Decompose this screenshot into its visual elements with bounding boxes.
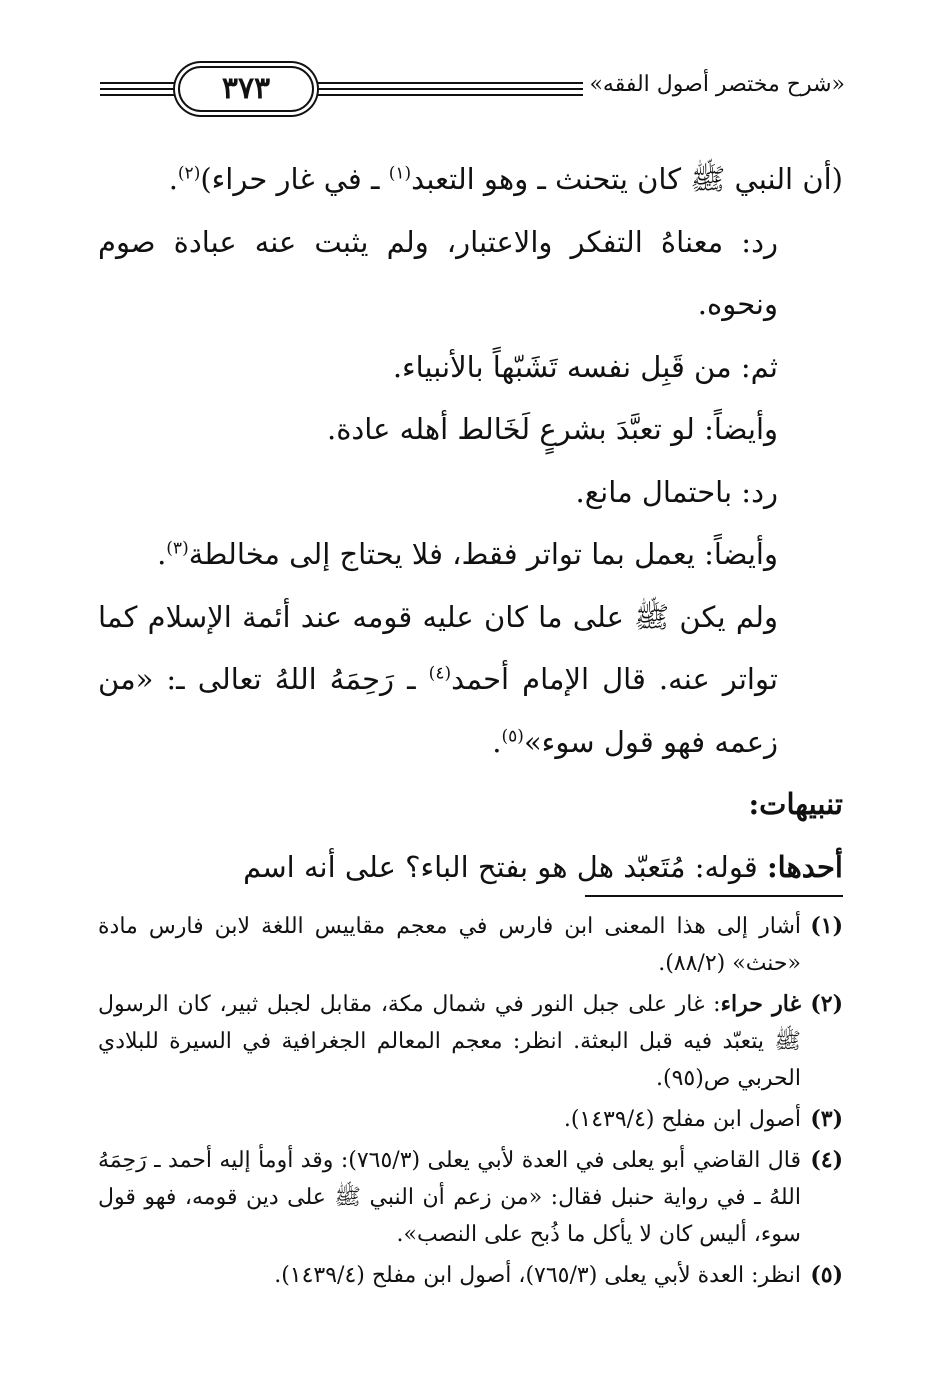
paragraph-text: قوله: مُتَعبّد هل هو بفتح الباء؟ على أنه اسم: [243, 849, 767, 884]
paragraph-hadith: [98, 148, 843, 211]
paragraph-also-1: وأيضاً: لو تعبَّدَ بشرعٍ لَخَالط أهله عادة.: [326, 412, 778, 446]
footnote-number: (٤): [810, 1147, 843, 1173]
footnote-body: أشار إلى هذا المعنى ابن فارس في معجم مقاييس اللغة لابن فارس مادة «حنث» (٨٨/٢).: [98, 914, 801, 976]
footnote-term: غار حراء: [720, 991, 802, 1017]
page-header: [100, 64, 845, 120]
paragraph-text: ولم يكن ﷺ على ما كان عليه قومه عند أئمة الإسلام كما تواتر عنه. قال الإمام أحمد: [98, 599, 778, 696]
footnote-number: (١): [810, 913, 843, 939]
footnote-text: [98, 986, 801, 1097]
section-heading: تنبيهات:: [748, 787, 843, 821]
footnote-text: [98, 1257, 801, 1294]
paragraph-then: ثم: من قَبِل نفسه تَشَبّهاً بالأنبياء.: [392, 349, 778, 384]
footnote-body: : غار على جبل النور في شمال مكة، مقابل لجبل ثبير، كان الرسول ﷺ يتعبّد فيه قبل البعثة. انظر: معجم المعالم الجغرافية في السيرة للبلادي الحربي ص(٩٥).: [98, 992, 801, 1091]
running-title: «شرح مختصر أصول الفقه»: [583, 72, 845, 97]
paragraph-imam-ahmad: [98, 586, 843, 774]
footnote-2: [98, 986, 843, 1097]
footnote-text: [98, 1101, 801, 1138]
paragraph-text: .: [492, 724, 502, 759]
footnote-ref-1[interactable]: (١): [388, 163, 412, 184]
paragraph-text: ـ في غار حراء): [200, 162, 389, 196]
footnote-text: [98, 908, 801, 982]
footnote-4: [98, 1142, 843, 1253]
footnote-separator: [585, 895, 843, 897]
paragraph-text: (أن النبي ﷺ كان يتحنث ـ وهو التعبد: [411, 162, 843, 196]
footnote-ref-2[interactable]: (٢): [177, 163, 201, 184]
paragraph-also-2: [98, 523, 843, 586]
page-number: ٣٧٣: [178, 66, 314, 112]
paragraph-text: ـ رَحِمَهُ اللهُ تعالى ـ: «من زعمه فهو قول سوء»: [98, 662, 778, 759]
footnote-ref-3[interactable]: (٣): [166, 538, 189, 559]
footnote-number: (٥): [810, 1262, 843, 1288]
footnote-body: أصول ابن مفلح (١٤٣٩/٤).: [563, 1107, 801, 1132]
footnote-ref-5[interactable]: (٥): [501, 725, 524, 746]
paragraph-text: وأيضاً: يعمل بما تواتر فقط، فلا يحتاج إلى مخالطة: [188, 537, 778, 571]
main-text: [98, 148, 843, 898]
paragraph-reply-2: رد: باحتمال مانع.: [575, 474, 778, 509]
paragraph-first-note: [98, 836, 843, 899]
first-note-label: أحدها:: [766, 849, 843, 884]
paragraph-reply-1: رد: معناهُ التفكر والاعتبار، ولم يثبت عنه عبادة صوم ونحوه.: [98, 224, 778, 321]
footnote-3: [98, 1101, 843, 1138]
footnote-text: [98, 1142, 801, 1253]
footnote-number: (٢): [810, 991, 843, 1017]
footnote-1: [98, 908, 843, 982]
footnotes: [98, 908, 843, 1298]
footnote-body: انظر: العدة لأبي يعلى (٧٦٥/٣)، أصول ابن مفلح (١٤٣٩/٤).: [274, 1263, 801, 1288]
footnote-ref-4[interactable]: (٤): [428, 663, 452, 684]
footnote-number: (٣): [810, 1106, 843, 1132]
footnote-5: [98, 1257, 843, 1294]
paragraph-text: .: [157, 537, 167, 571]
paragraph-text: .: [168, 162, 178, 196]
footnote-body: قال القاضي أبو يعلى في العدة لأبي يعلى (٧٦٥/٣): وقد أومأ إليه أحمد ـ رَحِمَهُ اللهُ ـ في رواية حنبل فقال: «من زعم أن النبي ﷺ على دين قومه، فهو قول سوء، أليس كان لا يأكل ما ذُبح على النصب».: [98, 1148, 801, 1247]
